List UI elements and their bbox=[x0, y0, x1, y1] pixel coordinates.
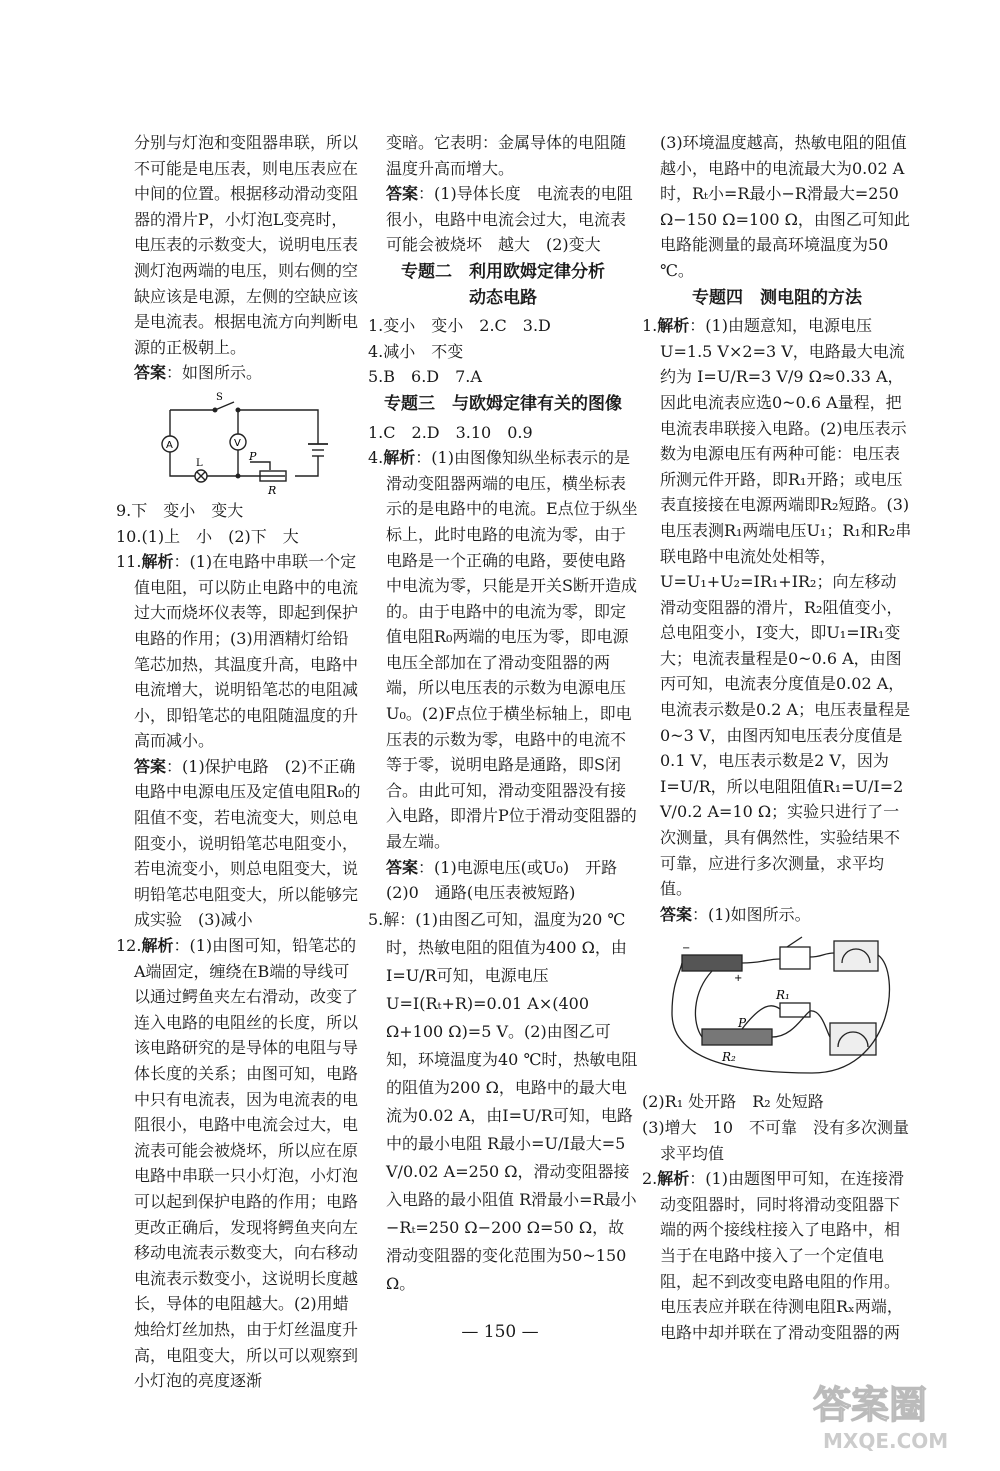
answer-line bbox=[116, 360, 362, 386]
q2-analysis: ：(1)由题图甲可知，在连接滑动变阻器时，同时将滑动变阻器下端的两个接线柱接入了电路中，相当于在电路中接入了一个定值电阻，起不到改变电路电阻的作用。电压表应并联在待测电阻Rₓ两端，电路中却并联在了滑动变阻器的两 bbox=[660, 1169, 904, 1342]
answer-line: 4.减小 不变 bbox=[368, 341, 464, 361]
q12-number: 12. bbox=[116, 936, 142, 956]
paragraph-continued: 分别与灯泡和变阻器串联，所以不可能是电压表，则电压表应在中间的位置。根据移动滑动变阻器的滑片P，小灯泡L变亮时，电压表的示数变大，说明电压表测灯泡两端的电压，则右侧的空缺应该是电源，左侧的空缺应该是电流表。根据电流方向判断电源的正极朝上。 bbox=[134, 133, 359, 357]
watermark-url: MXQE.COM bbox=[823, 1429, 949, 1452]
circuit-diagram bbox=[150, 390, 350, 496]
answer-text: ：如图所示。 bbox=[166, 363, 263, 383]
q4-analysis: ：(1)由图像知纵坐标表示的是滑动变阻器两端的电压，横坐标表示的是电路中的电流。E点位于纵坐标上，此时电路的电流为零，由于电路是一个正确的电路，要使电路中电流为零，只能是开关S断开造成的。由于电路中的电流为零，即定值电阻R₀两端的电压为零，即电源电压全部加在了滑动变阻器的两端，所以电压表的示数为电源电压U₀。(2)F点位于横坐标轴上，即电压表的示数为零，电路中的电流不等于零，说明电路是通路，即S闭合。由此可知，滑动变阻器没有接入电路，即滑片P位于滑动变阻器的最左端。 bbox=[386, 448, 638, 852]
answer-line: (3)增大 10 不可靠 没有多次测量求平均值 bbox=[642, 1118, 910, 1163]
q1-number: 1. bbox=[642, 316, 658, 336]
analysis-label: 解析 bbox=[141, 552, 174, 572]
answer-q1 bbox=[642, 313, 912, 902]
analysis-label: 解析 bbox=[657, 316, 690, 336]
analysis-label: 解析 bbox=[141, 936, 174, 956]
q12-analysis: ：(1)由图可知，铅笔芯的A端固定，缠绕在B端的导线可以通过鳄鱼夹左右滑动，改变了连入电路的电阻丝的长度，所以该电路研究的是导体的电阻与导体长度的关系；由图可知，电路中只有电流表，因为电流表的电阻很小，电路中电流会过大，电流表可能会被烧坏，所以应在原电路中串联一只小灯泡，小灯泡可以起到保护电路的作用；电路更改正确后，发现将鳄鱼夹向左移动电流表示数变大，向右移动电流表示数变小，这说明长度越长，导体的电阻越大。(2)用蜡烛给灯丝加热，由于灯丝温度升高，电阻变大，所以可以观察到小灯泡的亮度逐渐 bbox=[134, 936, 359, 1391]
answer-label: 答案 bbox=[660, 904, 693, 924]
q1-analysis: ：(1)由题意知，电源电压U=1.5 V×2=3 V，电路最大电流约为 I=U/R=3 V/9 Ω≈0.33 A，因此电流表应选0~0.6 A量程，把电流表串联接入电路。(2)电压表示数为电源电压有两种可能：电压表所测元件开路，即R₁开路；或电压表直接接在电源两端即R₂短路。(3)电压表测R₁两端电压U₁；R₁和R₂串联电路中电流处处相等，U=U₁+U₂=IR₁+IR₂；向左移动滑动变阻器的滑片，R₂阻值变小，总电阻变小，I变大，即U₁=IR₁变大；电流表量程是0~0.6 A，由图丙可知，电流表分度值是0.02 A，电流表示数是0.2 A；电压表量程是0~3 V，由图丙知电压表分度值是0.1 V，电压表示数是2 V，因为I=U/R，所以电阻阻值R₁=U/I=2 V/0.2 A=10 Ω；实验只进行了一次测量，具有偶然性，实验结果不可靠，应进行多次测量，求平均值。 bbox=[660, 316, 912, 899]
answer-q10: 10.(1)上 小 (2)下 大 bbox=[116, 526, 299, 546]
answer-line bbox=[368, 181, 638, 258]
q4-number: 4. bbox=[368, 448, 384, 468]
answer-q4-result bbox=[368, 855, 638, 906]
answer-line: 1.C 2.D 3.10 0.9 bbox=[368, 422, 533, 442]
switch-label: S bbox=[216, 391, 223, 403]
q4-answer: ：(1)电源电压(或U₀) 开路 (2)0 通路(电压表被短路) bbox=[386, 857, 634, 903]
slider-label: P bbox=[738, 1016, 747, 1031]
answer-label: 答案 bbox=[386, 184, 419, 204]
watermark-logo bbox=[795, 1372, 985, 1452]
q2-number: 2. bbox=[642, 1169, 658, 1189]
section-heading-3: 专题三 与欧姆定律有关的图像 bbox=[384, 393, 622, 414]
answer-line: (2)R₁ 处开路 R₂ 处短路 bbox=[642, 1092, 824, 1112]
q11-number: 11. bbox=[116, 552, 142, 572]
answer-text: ：(1)如图所示。 bbox=[692, 904, 811, 924]
lamp-label: L bbox=[196, 457, 203, 469]
paragraph-continued: (3)环境温度越高，热敏电阻的阻值越小，电路中的电流最大为0.02 A时，Rₜ小=R最小−R滑最大=250 Ω−150 Ω=100 Ω，由图乙可知此电路能测量的最高环境温度为50 ℃。 bbox=[660, 133, 910, 280]
watermark-text: 答案圈 bbox=[813, 1383, 928, 1427]
paragraph-continued: 变暗。它表明：金属导体的电阻随温度升高而增大。 bbox=[386, 133, 627, 178]
answer-text: ：(1)导体长度 电流表的电阻很小，电路中电流会过大，电流表可能会被烧坏 越大 (2)变大 bbox=[386, 184, 633, 255]
rheostat-label: R bbox=[268, 483, 277, 496]
section-heading-2: 专题二 利用欧姆定律分析 动态电路 bbox=[401, 261, 605, 308]
answer-label: 答案 bbox=[134, 363, 167, 383]
answer-q4 bbox=[368, 445, 638, 855]
minus-sign: − bbox=[682, 943, 691, 955]
resistor-r1-label: R₁ bbox=[776, 988, 790, 1003]
analysis-label: 解析 bbox=[657, 1169, 690, 1189]
voltmeter-label: V bbox=[234, 437, 241, 449]
answer-line: 5.B 6.D 7.A bbox=[368, 367, 482, 387]
slider-label: P bbox=[249, 449, 257, 463]
column-left bbox=[116, 130, 372, 1394]
answer-q2 bbox=[642, 1166, 912, 1345]
q11-analysis: ：(1)在电路中串联一个定值电阻，可以防止电路中的电流过大而烧坏仪表等，即起到保护电路的作用；(3)用酒精灯给铅笔芯加热，其温度升高，电路中电流增大，说明铅笔芯的电阻减小，即铅笔芯的电阻随温度的升高而减小。 bbox=[134, 552, 359, 751]
answer-label: 答案 bbox=[386, 857, 419, 877]
answer-q9: 9.下 变小 变大 bbox=[116, 500, 244, 520]
answer-q11-result bbox=[116, 754, 372, 933]
wiring-photo-figure bbox=[662, 933, 902, 1083]
answer-label: 答案 bbox=[134, 756, 167, 776]
column-right bbox=[642, 130, 912, 1345]
answer-line bbox=[642, 902, 912, 928]
page-number: — 150 — bbox=[461, 1322, 539, 1342]
ammeter-label: A bbox=[166, 439, 173, 451]
answer-line: 1.变小 变小 2.C 3.D bbox=[368, 316, 551, 336]
answer-q11 bbox=[116, 549, 362, 754]
analysis-label: 解析 bbox=[383, 448, 416, 468]
plus-sign: + bbox=[734, 973, 743, 985]
answer-q5: 5.解：(1)由图乙可知，温度为20 ℃时，热敏电阻的阻值为400 Ω，由I=U/R可知，电源电压U=I(Rₜ+R)=0.01 A×(400 Ω+100 Ω)=5 V。(2)由图乙可知，环境温度为40 ℃时，热敏电阻的阻值为200 Ω，电路中的最大电流为0.02 A，由I=U/R可知，电路中的最小电阻 R最小=U/I最大=5 V/0.02 A=250 Ω，滑动变阻器接入电路的最小阻值 R滑最小=R最小−Rₜ=250 Ω−200 Ω=50 Ω，故滑动变阻器的变化范围为50~150 Ω。 bbox=[368, 909, 638, 1293]
section-heading-4: 专题四 测电阻的方法 bbox=[692, 287, 862, 308]
q11-answer: ：(1)保护电路 (2)不正确 电路中电源电压及定值电阻R₀的阻值不变，若电流变大，则总电阻变小，说明铅笔芯电阻变小，若电流变小，则总电阻变大，说明铅笔芯电阻变大，所以能够完成实验 (3)减小 bbox=[134, 756, 372, 930]
answer-q12 bbox=[116, 933, 362, 1394]
rheostat-r2-label: R₂ bbox=[722, 1050, 736, 1065]
column-middle bbox=[368, 130, 638, 1298]
